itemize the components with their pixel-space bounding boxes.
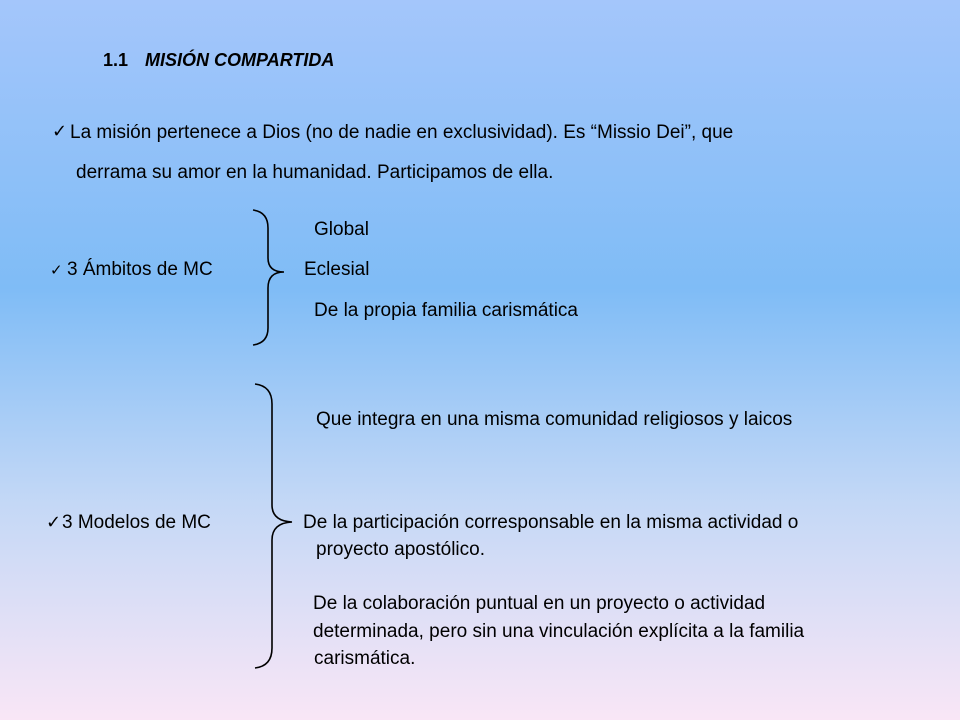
check-icon: ✓ [50,262,63,279]
intro-line-1: La misión pertenece a Dios (no de nadie en exclusividad). Es “Missio Dei”, que [70,122,734,143]
ambito-global: Global [314,219,369,240]
modelo-3-line-2: determinada, pero sin una vinculación explícita a la familia [313,621,805,642]
check-icon: ✓ [52,121,68,141]
modelos-label: 3 Modelos de MC [62,512,211,533]
modelo-2-line-2: proyecto apostólico. [316,539,485,560]
title-text: MISIÓN COMPARTIDA [145,50,335,70]
modelo-3-line-3: carismática. [314,648,416,669]
ambito-eclesial: Eclesial [304,259,370,280]
check-icon: ✓ [46,512,62,532]
modelo-1: Que integra en una misma comunidad religiosos y laicos [316,409,793,430]
modelo-3-line-1: De la colaboración puntual en un proyecto o actividad [313,593,766,614]
ambito-familia: De la propia familia carismática [314,300,578,321]
title-number: 1.1 [103,50,129,70]
modelo-2-line-1: De la participación corresponsable en la misma actividad o [303,512,799,533]
ambitos-label: 3 Ámbitos de MC [67,259,213,280]
intro-line-2: derrama su amor en la humanidad. Participamos de ella. [76,162,554,183]
